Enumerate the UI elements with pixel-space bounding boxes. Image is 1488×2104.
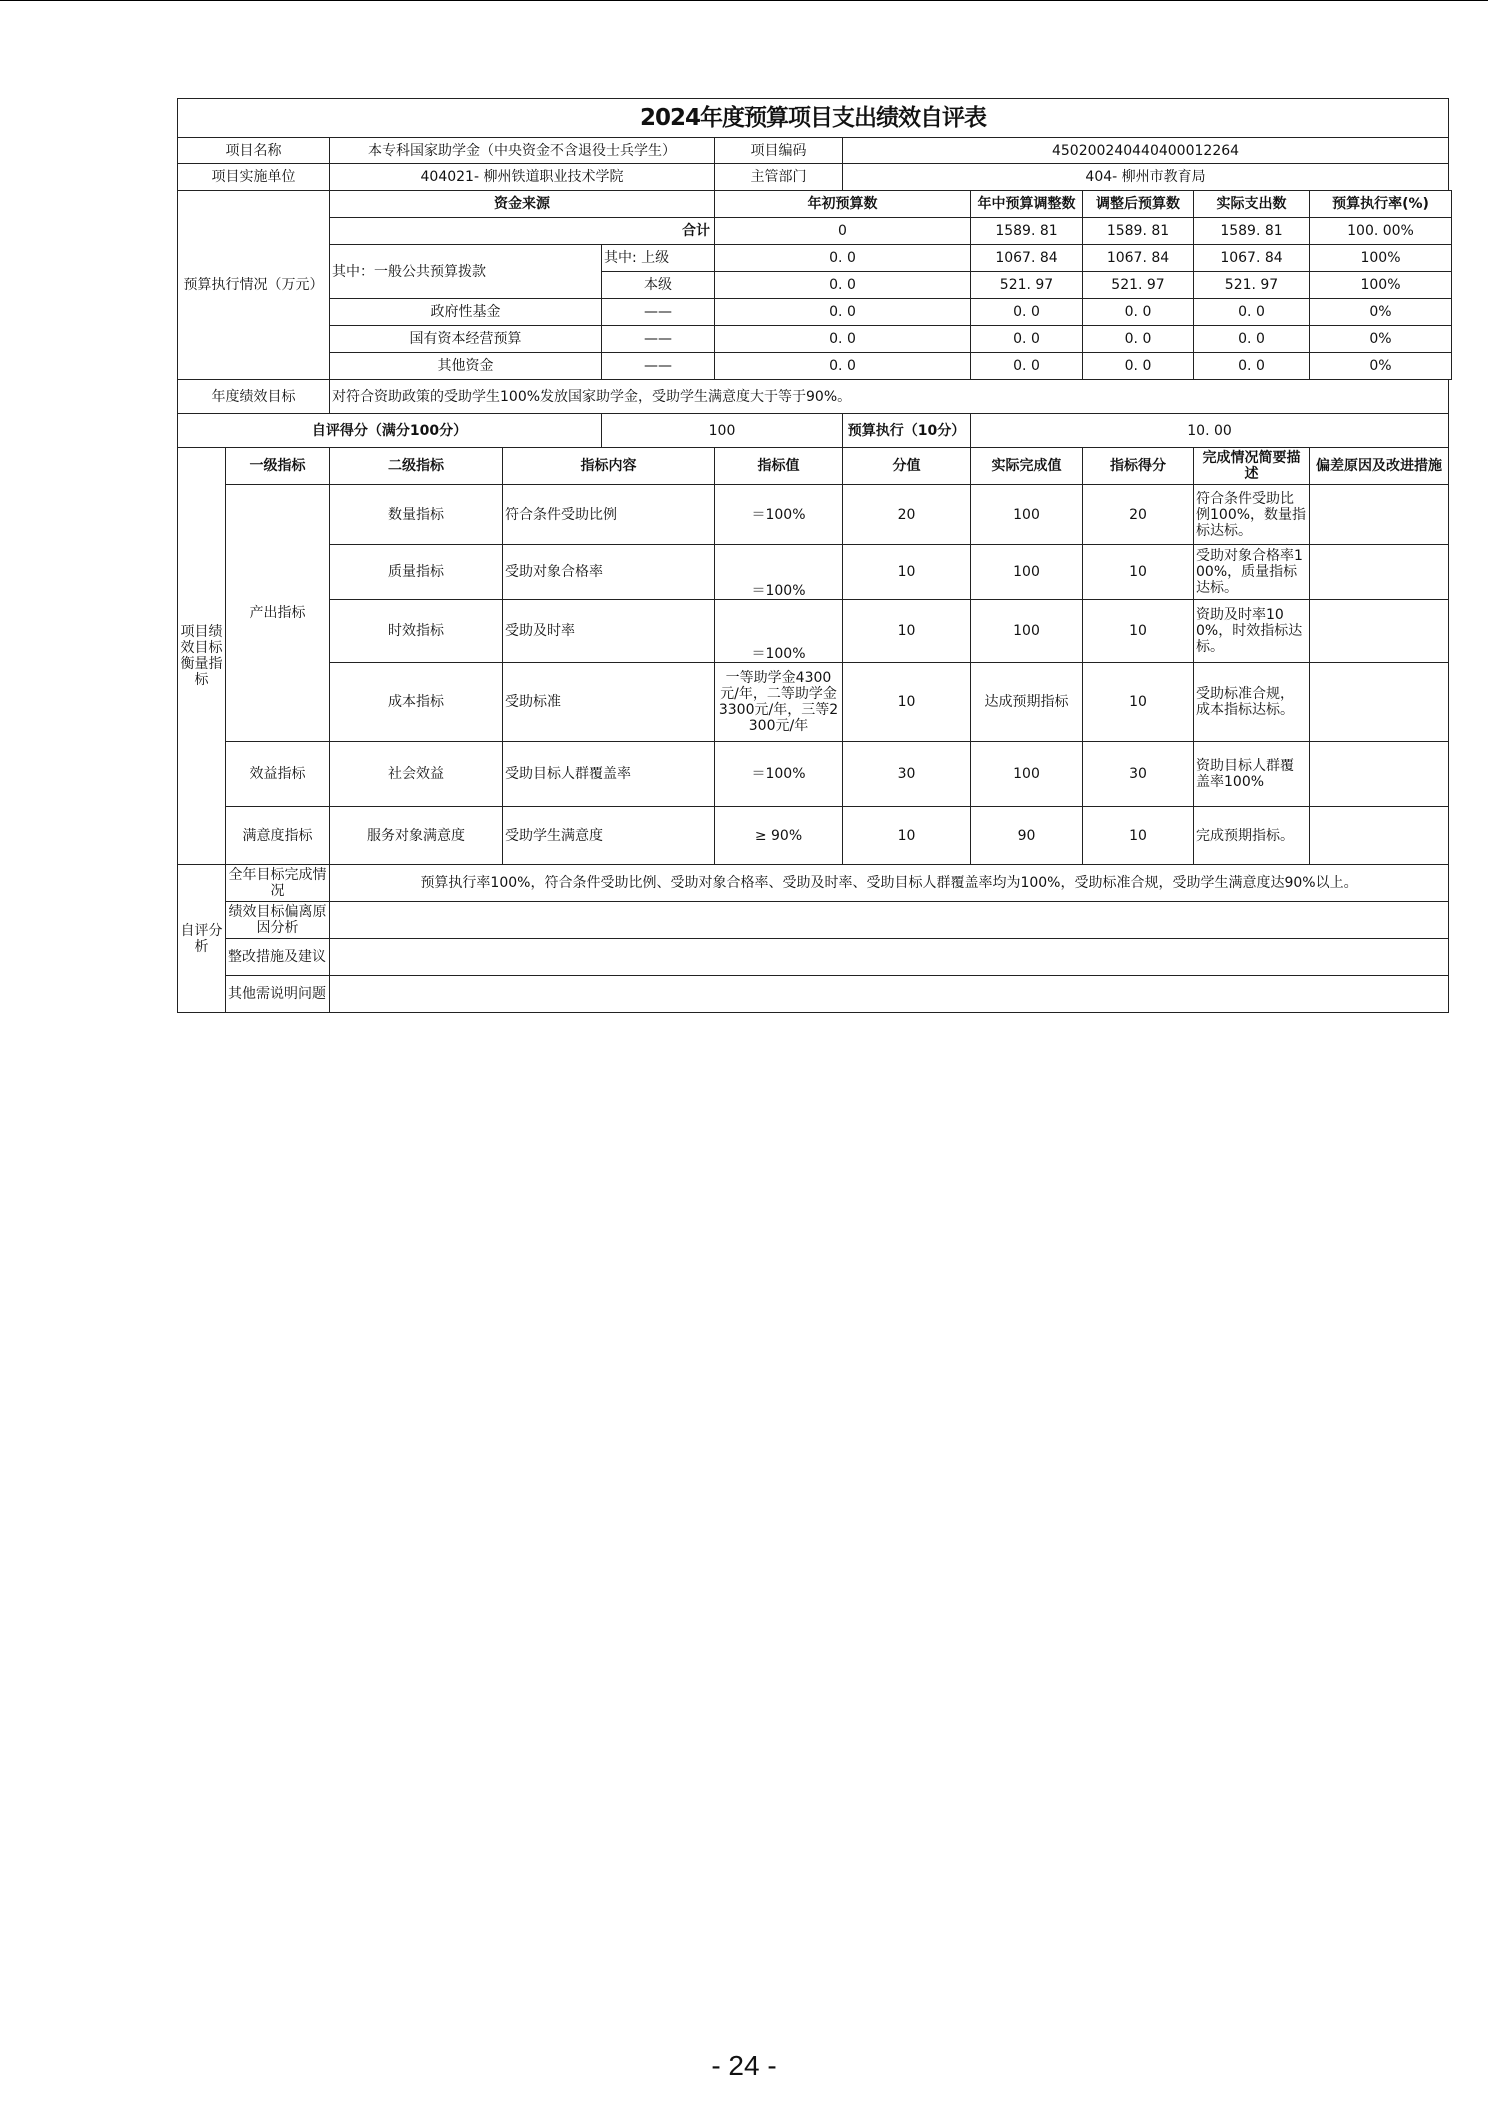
top-border-line xyxy=(0,0,1488,1)
page-number: - 24 - xyxy=(711,2050,777,2081)
row-actual: 100 xyxy=(971,485,1083,545)
gov-fund-initial: 0. 0 xyxy=(715,299,971,326)
row-desc: 资助目标人群覆盖率100% xyxy=(1194,742,1310,807)
general-budget-label: 其中：一般公共预算拨款 xyxy=(330,245,602,299)
analysis-item-text xyxy=(330,939,1449,976)
row-points: 10 xyxy=(843,600,971,663)
row-points: 30 xyxy=(843,742,971,807)
state-capital-mid-adjust: 0. 0 xyxy=(971,326,1083,353)
total-adjusted: 1589. 81 xyxy=(1083,218,1194,245)
upper-initial: 0. 0 xyxy=(715,245,971,272)
row-level2: 社会效益 xyxy=(330,742,503,807)
project-name-value: 本专科国家助学金（中央资金不含退役士兵学生） xyxy=(330,138,715,164)
table-row xyxy=(178,485,1452,545)
row-desc: 完成预期指标。 xyxy=(1194,807,1310,865)
row-deviation xyxy=(1310,807,1449,865)
gov-fund-dash: —— xyxy=(602,299,715,326)
total-initial: 0 xyxy=(715,218,971,245)
row-score: 10 xyxy=(1083,807,1194,865)
upper-label: 其中: 上级 xyxy=(602,245,715,272)
row-level2: 时效指标 xyxy=(330,600,503,663)
header-initial-budget: 年初预算数 xyxy=(715,191,971,218)
row-content: 受助学生满意度 xyxy=(503,807,715,865)
state-capital-dash: —— xyxy=(602,326,715,353)
dept-label: 主管部门 xyxy=(715,164,843,191)
header-target: 指标值 xyxy=(715,448,843,485)
local-label: 本级 xyxy=(602,272,715,299)
row-target: ＝100% xyxy=(715,485,843,545)
other-fund-initial: 0. 0 xyxy=(715,353,971,380)
row-level2: 质量指标 xyxy=(330,545,503,600)
header-adjusted-budget: 调整后预算数 xyxy=(1083,191,1194,218)
other-fund-actual: 0. 0 xyxy=(1194,353,1310,380)
header-actual: 实际完成值 xyxy=(971,448,1083,485)
row-desc: 受助对象合格率100%，质量指标达标。 xyxy=(1194,545,1310,600)
row-content: 受助目标人群覆盖率 xyxy=(503,742,715,807)
upper-rate: 100% xyxy=(1310,245,1452,272)
row-desc: 受助标准合规，成本指标达标。 xyxy=(1194,663,1310,742)
row-deviation xyxy=(1310,485,1449,545)
analysis-item-text xyxy=(330,902,1449,939)
budget-section-label: 预算执行情况（万元） xyxy=(178,191,330,380)
project-name-label: 项目名称 xyxy=(178,138,330,164)
benefit-indicator-label: 效益指标 xyxy=(226,742,330,807)
project-unit-label: 项目实施单位 xyxy=(178,164,330,191)
table-row xyxy=(178,742,1452,807)
row-deviation xyxy=(1310,600,1449,663)
row-content: 受助对象合格率 xyxy=(503,545,715,600)
row-deviation xyxy=(1310,545,1449,600)
analysis-item-label: 全年目标完成情况 xyxy=(226,865,330,902)
upper-adjusted: 1067. 84 xyxy=(1083,245,1194,272)
gov-fund-adjusted: 0. 0 xyxy=(1083,299,1194,326)
indicator-section-label: 项目绩效目标衡量指标 xyxy=(178,448,226,865)
upper-mid-adjust: 1067. 84 xyxy=(971,245,1083,272)
other-fund-dash: —— xyxy=(602,353,715,380)
row-content: 受助及时率 xyxy=(503,600,715,663)
local-actual: 521. 97 xyxy=(1194,272,1310,299)
row-content: 符合条件受助比例 xyxy=(503,485,715,545)
total-rate: 100. 00% xyxy=(1310,218,1452,245)
output-indicator-label: 产出指标 xyxy=(226,485,330,742)
annual-goal-label: 年度绩效目标 xyxy=(178,380,330,414)
state-capital-label: 国有资本经营预算 xyxy=(330,326,602,353)
total-mid-adjust: 1589. 81 xyxy=(971,218,1083,245)
header-level2: 二级指标 xyxy=(330,448,503,485)
budget-exec-score-label: 预算执行（10分） xyxy=(843,414,971,448)
local-rate: 100% xyxy=(1310,272,1452,299)
total-label: 合计 xyxy=(330,218,715,245)
row-target: ≥ 90% xyxy=(715,807,843,865)
header-level1: 一级指标 xyxy=(226,448,330,485)
row-target: ＝100% xyxy=(715,545,843,600)
table-row xyxy=(178,807,1452,865)
row-score: 10 xyxy=(1083,600,1194,663)
gov-fund-mid-adjust: 0. 0 xyxy=(971,299,1083,326)
row-score: 20 xyxy=(1083,485,1194,545)
gov-fund-actual: 0. 0 xyxy=(1194,299,1310,326)
project-code-label: 项目编码 xyxy=(715,138,843,164)
project-unit-value: 404021- 柳州铁道职业技术学院 xyxy=(330,164,715,191)
header-score: 指标得分 xyxy=(1083,448,1194,485)
row-actual: 100 xyxy=(971,742,1083,807)
local-adjusted: 521. 97 xyxy=(1083,272,1194,299)
row-actual: 100 xyxy=(971,600,1083,663)
other-fund-label: 其他资金 xyxy=(330,353,602,380)
row-actual: 达成预期指标 xyxy=(971,663,1083,742)
satisfaction-indicator-label: 满意度指标 xyxy=(226,807,330,865)
analysis-section-label: 自评分析 xyxy=(178,865,226,1013)
analysis-item-label: 绩效目标偏离原因分析 xyxy=(226,902,330,939)
local-mid-adjust: 521. 97 xyxy=(971,272,1083,299)
row-deviation xyxy=(1310,663,1449,742)
row-desc: 资助及时率100%，时效指标达标。 xyxy=(1194,600,1310,663)
state-capital-actual: 0. 0 xyxy=(1194,326,1310,353)
self-score-label: 自评得分（满分100分） xyxy=(178,414,602,448)
header-actual-spending: 实际支出数 xyxy=(1194,191,1310,218)
row-score: 30 xyxy=(1083,742,1194,807)
row-score: 10 xyxy=(1083,663,1194,742)
header-content: 指标内容 xyxy=(503,448,715,485)
analysis-item-text: 预算执行率100%，符合条件受助比例、受助对象合格率、受助及时率、受助目标人群覆盖率均为100%，受助标准合规，受助学生满意度达90%以上。 xyxy=(330,865,1449,902)
row-desc: 符合条件受助比例100%，数量指标达标。 xyxy=(1194,485,1310,545)
other-fund-rate: 0% xyxy=(1310,353,1452,380)
row-actual: 100 xyxy=(971,545,1083,600)
gov-fund-rate: 0% xyxy=(1310,299,1452,326)
analysis-item-label: 其他需说明问题 xyxy=(226,976,330,1013)
state-capital-initial: 0. 0 xyxy=(715,326,971,353)
performance-self-evaluation-table xyxy=(177,98,1452,1013)
self-score-value: 100 xyxy=(602,414,843,448)
row-deviation xyxy=(1310,742,1449,807)
row-level2: 数量指标 xyxy=(330,485,503,545)
local-initial: 0. 0 xyxy=(715,272,971,299)
annual-goal-text: 对符合资助政策的受助学生100%发放国家助学金，受助学生满意度大于等于90%。 xyxy=(330,380,1449,414)
table-row xyxy=(178,545,1452,600)
analysis-item-text xyxy=(330,976,1449,1013)
row-level2: 服务对象满意度 xyxy=(330,807,503,865)
header-points: 分值 xyxy=(843,448,971,485)
row-target: ＝100% xyxy=(715,600,843,663)
row-points: 10 xyxy=(843,545,971,600)
row-score: 10 xyxy=(1083,545,1194,600)
dept-value: 404- 柳州市教育局 xyxy=(843,164,1449,191)
row-content: 受助标准 xyxy=(503,663,715,742)
row-points: 10 xyxy=(843,663,971,742)
row-points: 10 xyxy=(843,807,971,865)
other-fund-mid-adjust: 0. 0 xyxy=(971,353,1083,380)
budget-exec-score-value: 10. 00 xyxy=(971,414,1449,448)
table-title: 2024年度预算项目支出绩效自评表 xyxy=(178,99,1449,138)
table-row xyxy=(178,663,1452,742)
total-actual: 1589. 81 xyxy=(1194,218,1310,245)
gov-fund-label: 政府性基金 xyxy=(330,299,602,326)
state-capital-adjusted: 0. 0 xyxy=(1083,326,1194,353)
row-target: ＝100% xyxy=(715,742,843,807)
row-target: 一等助学金4300元/年，二等助学金3300元/年，三等2300元/年 xyxy=(715,663,843,742)
row-level2: 成本指标 xyxy=(330,663,503,742)
header-fund-source: 资金来源 xyxy=(330,191,715,218)
header-desc: 完成情况简要描述 xyxy=(1194,448,1310,485)
analysis-item-label: 整改措施及建议 xyxy=(226,939,330,976)
state-capital-rate: 0% xyxy=(1310,326,1452,353)
header-exec-rate: 预算执行率(%) xyxy=(1310,191,1452,218)
row-actual: 90 xyxy=(971,807,1083,865)
table-row xyxy=(178,600,1452,663)
row-points: 20 xyxy=(843,485,971,545)
header-deviation: 偏差原因及改进措施 xyxy=(1310,448,1449,485)
upper-actual: 1067. 84 xyxy=(1194,245,1310,272)
other-fund-adjusted: 0. 0 xyxy=(1083,353,1194,380)
project-code-value: 45020024044040001226​4 xyxy=(843,138,1449,164)
header-mid-adjust: 年中预算调整数 xyxy=(971,191,1083,218)
